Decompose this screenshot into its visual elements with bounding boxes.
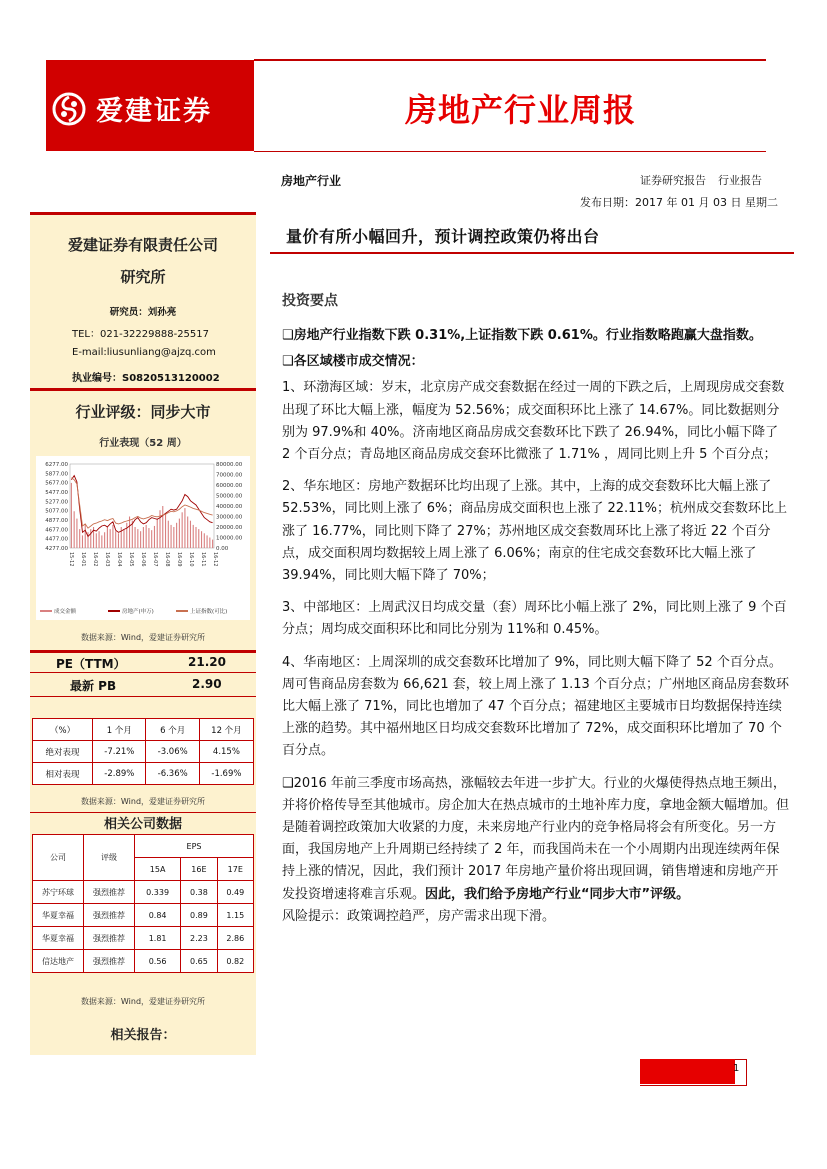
institute-name: 研究所 [120,268,166,286]
right-axis-tick: 20000.00 [216,525,243,531]
legend-entry: 房地产(申万) [122,609,154,615]
paragraph-risk: 风险提示：政策调控趋严，房产需求出现下滑。 [282,908,556,924]
volume-bar [148,528,149,548]
left-axis-tick: 4677.00 [45,527,68,534]
sidebar-rule-3 [30,650,256,653]
volume-bar [190,521,191,548]
header-bottom-rule [254,151,766,152]
left-axis-tick: 4277.00 [45,546,68,552]
volume-bar [168,521,169,548]
volume-bar [173,527,174,548]
volume-bar [118,533,119,548]
x-axis-tick: 16-04 [116,552,122,567]
sidebar-top-rule [30,212,256,215]
company-data-title: 相关公司数据 [103,817,182,832]
table-cell: 华夏幸福 [33,904,84,927]
comp-header-eps: EPS [135,835,254,858]
x-axis-tick: 16-06 [140,552,146,567]
volume-bar [204,533,205,548]
paragraph-bohai: 1、环渤海区域：岁末，北京房产成交套数据在经过一周的下跌之后，上周现房成交套数出现了环比大幅上涨，幅度为 52.56%；成交面积环比上涨了 14.67%。同比数据则分别为 97.9%和 40%。济南地区商品房成交套数环比下跌了 26.94%，同比小幅下降了 2 个百分点；青岛地区商品房成交套环比微涨了 1.71% ，周同比则上升 5 个百分点； [282,380,785,463]
left-axis-tick: 5477.00 [45,490,68,496]
email: E-mail:liusunliang@ajzq.com [72,347,216,358]
volume-bar [182,512,183,548]
outlook-rating: 因此，我们给予房地产行业“同步大市”评级。 [425,886,690,902]
perf-header: 6 个月 [146,719,199,741]
table-cell: 强烈推荐 [84,881,135,904]
volume-bar [112,525,113,548]
x-axis-tick: 16-05 [128,552,134,567]
left-axis-tick: 5077.00 [45,508,68,515]
volume-bar [212,540,213,548]
right-axis-tick: 40000.00 [216,504,243,510]
perf-header: 1 个月 [93,719,146,741]
comp-year: 17E [217,858,253,881]
volume-bar [104,532,105,548]
volume-bar [107,527,108,548]
pb-value: 2.90 [192,677,222,691]
researcher: 研究员：刘孙亮 [109,307,177,318]
volume-bar [115,531,116,548]
brand-logo [52,89,212,128]
table-cell: 0.65 [181,950,217,973]
table-cell: 2.23 [181,927,217,950]
sidebar [30,212,256,1055]
industry-label: 房地产行业 [281,174,342,188]
table-cell: -3.06% [146,741,199,763]
x-axis-tick: 16-07 [152,552,158,567]
volume-bar [101,535,102,548]
volume-bar [85,525,86,548]
right-axis-tick: 70000.00 [216,472,243,479]
left-axis-tick: 5677.00 [45,480,68,487]
volume-bar [209,538,210,549]
table-cell: 0.38 [181,881,217,904]
performance-table [32,718,254,785]
x-axis-tick: 16-02 [92,552,98,567]
table-cell: -6.36% [146,763,199,785]
table-cell: 0.89 [181,904,217,927]
sidebar-rule-5 [30,696,256,697]
perf-source: 数据来源：Wind，爱建证券研究所 [80,797,206,806]
table-cell: 1.81 [135,927,181,950]
volume-bar [151,530,152,548]
table-cell: 信达地产 [33,950,84,973]
chart-caption: 行业表现（52 周） [99,438,187,449]
legend-entry: 成交金额 [54,609,77,615]
report-title: 房地产行业周报 [405,91,637,129]
volume-bar [96,533,97,548]
page-number: 1 [733,1063,740,1074]
perf-header: 12 个月 [199,719,253,741]
tel: TEL：021-32229888-25517 [72,329,210,340]
brand-name: 爱建证券 [96,96,212,127]
volume-bar [132,521,133,548]
table-cell: 0.84 [135,904,181,927]
chart-source: 数据来源：Wind，爱建证券研究所 [80,633,206,642]
table-row [33,763,254,785]
volume-bar [187,517,188,549]
x-axis-tick: 16-10 [188,552,194,567]
x-axis-tick: 15-12 [68,552,74,567]
volume-bar [207,535,208,548]
volume-bar [171,525,172,548]
left-axis-tick: 5277.00 [45,499,68,506]
volume-bar [121,527,122,548]
table-cell: 相对表现 [33,763,93,785]
volume-bar [176,523,177,548]
main-body [282,325,790,928]
industry-performance-chart [36,456,250,620]
volume-bar [201,531,202,548]
brand-swirl-icon [52,92,86,126]
footer-accent [640,1059,735,1084]
right-axis-tick: 10000.00 [216,535,243,542]
left-axis-tick: 4477.00 [45,536,68,543]
volume-bar [157,519,158,548]
section-title: 投资要点 [282,293,338,309]
table-row [33,927,254,950]
x-axis-tick: 16-12 [212,552,218,567]
right-axis-tick: 80000.00 [216,462,243,468]
company-name: 爱建证券有限责任公司 [67,236,218,254]
table-cell: 苏宁环球 [33,881,84,904]
volume-bar [123,529,124,548]
pe-value: 21.20 [188,655,226,669]
table-cell: 绝对表现 [33,741,93,763]
table-cell: 华夏幸福 [33,927,84,950]
right-axis-tick: 50000.00 [216,493,243,500]
license-number: 执业编号：S0820513120002 [72,373,220,384]
left-axis-tick: 4877.00 [45,518,68,524]
volume-bar [193,525,194,548]
volume-bar [71,483,72,548]
table-cell: 0.339 [135,881,181,904]
x-axis-tick: 16-09 [176,552,182,567]
comp-year: 15A [135,858,181,881]
paragraph-index-summary: ❑房地产行业指数下跌 0.31%,上证指数下跌 0.61%。行业指数略跑赢大盘指数。 [282,328,762,343]
x-axis-tick: 16-03 [104,552,110,567]
paragraph-east-china: 2、华东地区：房地产数据环比均出现了上涨。其中，上海的成交套数环比大幅上涨了 52.53%，同比则上涨了 6%；商品房成交面积也上涨了 22.11%；杭州成交套数环比上涨了 16.77%，同比则下降了 27%；苏州地区成交套数周环比上涨了将近 22 个百分点，成交面积周均数据较上周上涨了 6.06%；南京的住宅成交套数环比大幅上涨了 39.94%，同比则大幅下降了 70%； [282,479,788,584]
volume-bar [82,535,83,548]
table-cell: -7.21% [93,741,146,763]
company-source: 数据来源：Wind，爱建证券研究所 [80,997,206,1006]
table-cell: -2.89% [93,763,146,785]
paragraph-regional-heading: ❑各区域楼市成交情况： [282,354,424,370]
x-axis-tick: 16-08 [164,552,170,567]
volume-bar [76,519,77,548]
perf-header-row [33,719,254,741]
table-cell: 0.56 [135,950,181,973]
paragraph-outlook [282,773,790,906]
report-kind-2: 行业报告 [718,174,762,187]
volume-bar [129,517,130,549]
headline: 量价有所小幅回升，预计调控政策仍将出台 [286,227,600,246]
volume-bar [198,529,199,548]
industry-rating: 行业评级：同步大市 [75,403,211,421]
volume-bar [146,525,147,548]
pb-label: 最新 PB [70,679,117,693]
left-axis-tick: 5877.00 [45,471,68,478]
company-eps-table [32,834,254,973]
table-cell: 强烈推荐 [84,927,135,950]
volume-bar [140,531,141,548]
volume-bar [137,529,138,548]
volume-bar [162,506,163,548]
table-row [33,950,254,973]
volume-bar [74,511,75,548]
paragraph-south-china: 4、华南地区：上周深圳的成交套数环比增加了 9%，同比则大幅下降了 52 个百分点。周可售商品房套数为 66,621 套，较上周上涨了 1.13 个百分点；广州地区商品房套数环比大幅上涨了 71%，同比也增加了 47 个百分点；福建地区主要城市日均数据保持连续上涨的趋势。其中福州地区日均成交套数环比增加了 72%，成交面积环比增加了 70 个百分点。 [282,654,789,759]
x-axis-tick: 16-11 [200,552,206,567]
volume-bar [154,526,155,548]
header-top-rule [254,59,766,61]
table-cell: -1.69% [199,763,253,785]
table-cell: 1.15 [217,904,253,927]
comp-header-rating: 评级 [84,835,135,881]
volume-bar [110,529,111,548]
pe-label: PE（TTM） [56,657,126,671]
comp-header-company: 公司 [33,835,84,881]
sidebar-rule-2 [30,388,256,391]
volume-bar [135,527,136,548]
table-row [33,881,254,904]
table-cell: 0.49 [217,881,253,904]
volume-bar [184,508,185,548]
right-axis-tick: 60000.00 [216,483,243,489]
paragraph-central: 3、中部地区：上周武汉日均成交量（套）周环比小幅上涨了 2%，同比则上涨了 9 个百分点；周均成交面积环比和同比分别为 11%和 0.45%。 [282,600,787,638]
volume-bar [99,531,100,548]
publish-date: 发布日期：2017 年 01 月 03 日 星期二 [580,196,778,209]
perf-header: （%） [33,719,93,741]
comp-header-row [33,835,254,858]
volume-bar [179,519,180,548]
x-axis-tick: 16-01 [80,552,86,567]
volume-bar [126,523,127,548]
volume-bar [143,527,144,548]
outlook-text: ❑2016 年前三季度市场高热，涨幅较去年进一步扩大。行业的火爆使得热点地王频出，并将价格传导至其他城市。房企加大在热点城市的土地补库力度，拿地金额大幅增加。但是随着调控政策加大收紧的力度，未来房地产行业内的竞争格局将会有所变化。另一方面，我国房地产上升周期已经持续了 2 年，而我国尚未在一个小周期内出现连续两年保持上涨的情况，因此，我们预计 2017 年房地产量价将出现回调，销售增速和房地产开发投资增速将难言乐观。 [282,775,790,902]
volume-bar [90,529,91,548]
related-reports: 相关报告： [110,1028,176,1043]
volume-bar [195,527,196,548]
sidebar-rule-4 [30,672,256,673]
volume-bar [165,514,166,548]
right-axis-tick: 30000.00 [216,514,243,521]
volume-bar [79,529,80,548]
comp-year: 16E [181,858,217,881]
table-cell: 4.15% [199,741,253,763]
table-cell: 强烈推荐 [84,950,135,973]
headline-rule [270,252,794,254]
table-row [33,741,254,763]
left-axis-tick: 6277.00 [45,462,68,468]
legend-entry: 上证指数(可比) [190,609,228,615]
table-cell: 0.82 [217,950,253,973]
table-cell: 2.86 [217,927,253,950]
table-row [33,904,254,927]
report-kind-1: 证券研究报告 [640,174,706,187]
right-axis-tick: 0.00 [216,546,229,552]
table-cell: 强烈推荐 [84,904,135,927]
